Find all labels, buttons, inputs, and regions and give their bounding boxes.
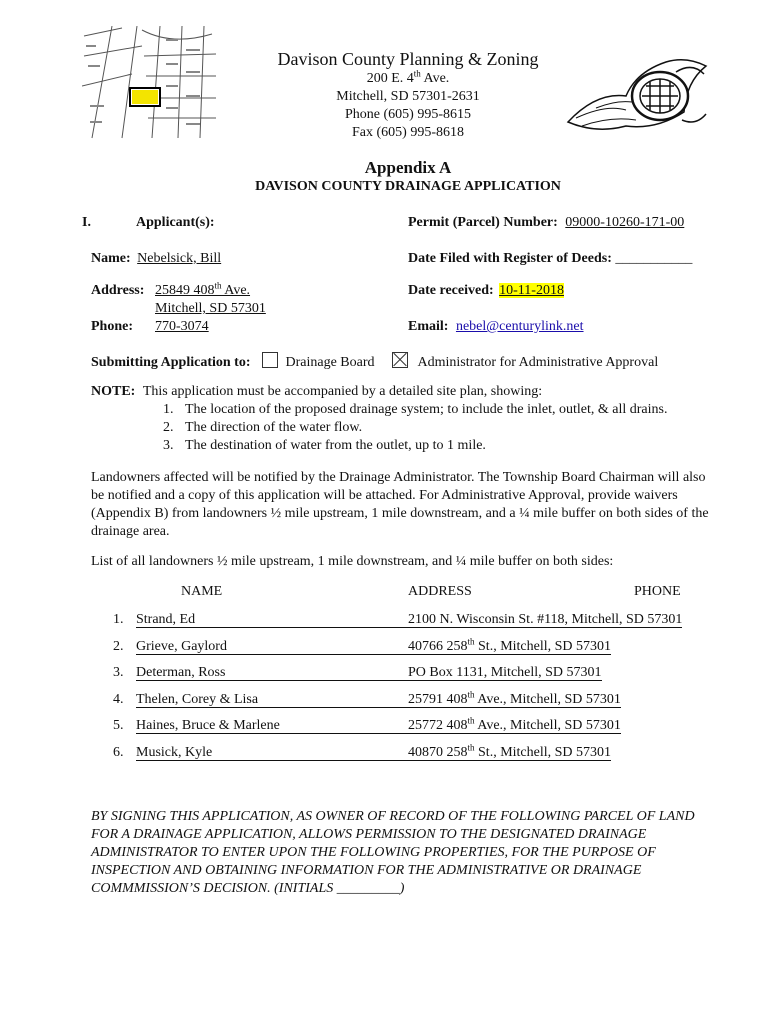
applicants-label: Applicant(s): xyxy=(136,215,215,230)
drainage-board-checkbox[interactable] xyxy=(262,352,278,368)
landowner-name: Grieve, Gaylord xyxy=(136,639,408,655)
landowner-address-suffix: th xyxy=(467,636,475,647)
org-address-number: 200 E. 4 xyxy=(366,71,414,86)
permit-value: 09000-10260-171-00 xyxy=(565,215,685,230)
submitting-row xyxy=(91,352,658,371)
administrator-checkbox[interactable] xyxy=(392,352,408,368)
note-item-number: 1. xyxy=(163,402,174,417)
landowner-address-suffix: th xyxy=(467,742,475,753)
landowner-address-main: 25772 408 xyxy=(408,718,468,733)
landowner-address xyxy=(408,636,612,655)
row-number: 4. xyxy=(113,692,124,707)
name-label: Name: xyxy=(91,251,131,266)
org-address-suffix: th xyxy=(413,68,421,79)
address-line1-suffix: th xyxy=(214,280,222,291)
landowner-name: Determan, Ross xyxy=(136,665,408,681)
landowner-name: Thelen, Corey & Lisa xyxy=(136,692,408,708)
landowner-name: Strand, Ed xyxy=(136,612,408,628)
email-label: Email: xyxy=(408,319,449,334)
org-city: Mitchell, SD 57301-2631 xyxy=(336,89,480,104)
landowner-address-suffix: th xyxy=(467,689,475,700)
org-phone: Phone (605) 995-8615 xyxy=(345,107,471,122)
date-filed-value: ___________ xyxy=(615,251,693,266)
landowner-address xyxy=(408,715,621,734)
appendix-title: Appendix A xyxy=(364,158,452,177)
date-received-label: Date received: xyxy=(408,283,494,298)
landowner-address-tail: St., Mitchell, SD 57301 xyxy=(474,639,612,654)
landowner-address-main: PO Box 1131, Mitchell, SD 57301 xyxy=(408,665,602,680)
submitting-label: Submitting Application to: xyxy=(91,355,251,370)
note-item-text: The location of the proposed drainage system; to include the inlet, outlet, & all drains. xyxy=(185,402,668,417)
culvert-logo xyxy=(566,52,710,144)
landowner-address-suffix: th xyxy=(467,715,475,726)
note-label: NOTE: xyxy=(91,384,136,399)
section-numeral: I. xyxy=(82,215,91,230)
note-intro-row xyxy=(91,384,542,400)
column-header-name: NAME xyxy=(181,584,223,599)
permit-label: Permit (Parcel) Number: xyxy=(408,215,558,230)
landowner-name: Haines, Bruce & Marlene xyxy=(136,718,408,734)
note-item-number: 2. xyxy=(163,420,174,435)
note-intro: This application must be accompanied by a detailed site plan, showing: xyxy=(142,384,543,399)
phone-label: Phone: xyxy=(91,319,133,334)
address-line1-number: 25849 408 xyxy=(155,283,215,298)
row-number: 5. xyxy=(113,718,124,733)
org-fax: Fax (605) 995-8618 xyxy=(352,125,464,140)
email-row xyxy=(408,319,584,335)
landowner-address-tail: Ave., Mitchell, SD 57301 xyxy=(474,692,621,707)
signing-statement: BY SIGNING THIS APPLICATION, AS OWNER OF RECORD OF THE FOLLOWING PARCEL OF LAND FOR A DRAINAGE APPLICATION, ALLOWS PERMISSION TO THE DESIGNATED DRAINAGE ADMINISTRATOR TO ENTER UPON THE FOLLOWING PROPERTIES, FOR THE PURPOSE OF INSPECTION AND OBTAINING INFORMATION FOR THE ADMINISTRATIVE OR DRAINAGE COMMMISSION’S DECISION. (INITIALS _________) xyxy=(91,809,695,896)
note-item-text: The destination of water from the outlet, up to 1 mile. xyxy=(185,438,486,453)
date-filed-label: Date Filed with Register of Deeds: xyxy=(408,251,612,266)
row-number: 3. xyxy=(113,665,124,680)
note-item xyxy=(163,438,486,454)
landowner-address-main: 40870 258 xyxy=(408,745,468,760)
landowner-address xyxy=(408,665,602,681)
note-item-text: The direction of the water flow. xyxy=(185,420,363,435)
date-received-row xyxy=(408,283,564,299)
note-item xyxy=(163,420,362,436)
address-line1 xyxy=(155,280,251,299)
landowner-name: Musick, Kyle xyxy=(136,745,408,761)
drainage-board-label: Drainage Board xyxy=(285,355,375,370)
landowner-address-tail: Ave., Mitchell, SD 57301 xyxy=(474,718,621,733)
org-address xyxy=(230,70,586,88)
org-address-tail: Ave. xyxy=(420,71,450,86)
row-number: 1. xyxy=(113,612,124,627)
row-number: 6. xyxy=(113,745,124,760)
row-number: 2. xyxy=(113,639,124,654)
notification-paragraph: Landowners affected will be notified by the Drainage Administrator. The Township Board Chairman will also be notified and a copy of this application will be attached. For Administrative Approval, provide waivers (Appendix B) from landowners ½ mile upstream, 1 mile downstream, and a ¼ mile buffer on both sides of the drainage area. xyxy=(91,470,709,539)
landowner-address xyxy=(408,689,621,708)
address-line2: Mitchell, SD 57301 xyxy=(155,301,266,316)
address-line1-tail: Ave. xyxy=(221,283,251,298)
permit-number-row xyxy=(408,215,684,231)
landowner-address-main: 40766 258 xyxy=(408,639,468,654)
application-title: DAVISON COUNTY DRAINAGE APPLICATION xyxy=(255,179,561,194)
name-row xyxy=(91,251,221,267)
landowner-address xyxy=(408,612,682,628)
email-link[interactable]: nebel@centurylink.net xyxy=(455,319,584,334)
date-received-value: 10-11-2018 xyxy=(499,283,564,298)
name-value: Nebelsick, Bill xyxy=(137,251,222,266)
phone-value: 770-3074 xyxy=(155,319,209,334)
administrator-label: Administrator for Administrative Approval xyxy=(417,355,659,370)
note-item-number: 3. xyxy=(163,438,174,453)
landowner-address xyxy=(408,742,612,761)
landowner-address-main: 2100 N. Wisconsin St. #118, Mitchell, SD 57301 xyxy=(408,612,683,627)
header-block xyxy=(230,48,586,142)
address-label: Address: xyxy=(91,283,145,298)
landowner-address-tail: St., Mitchell, SD 57301 xyxy=(474,745,612,760)
map-logo xyxy=(82,26,218,140)
date-filed-row xyxy=(408,251,692,267)
column-header-address: ADDRESS xyxy=(408,584,472,599)
column-header-phone: PHONE xyxy=(634,584,681,599)
note-item xyxy=(163,402,668,418)
org-name: Davison County Planning & Zoning xyxy=(277,49,539,69)
landowner-address-main: 25791 408 xyxy=(408,692,468,707)
landowner-list-intro: List of all landowners ½ mile upstream, 1 mile downstream, and ¼ mile buffer on both sides: xyxy=(91,554,614,569)
